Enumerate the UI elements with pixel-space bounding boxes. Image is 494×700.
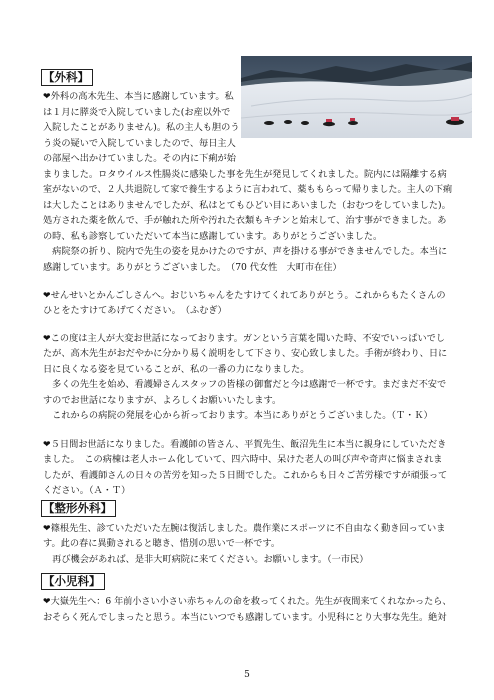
text-line: 病院祭の折り、院内で先生の姿を見かけたのですが、声を掛ける事ができませんでした。本当に (43, 246, 448, 257)
text-line: ください。（Ａ・Ｔ） (43, 485, 131, 496)
text-line: の部屋へ出かけていました。その内に下痢が始 (43, 153, 236, 164)
text-line: したが、看護師さんの日々の苦労を知った５日間でした。これからも日々ご苦労様ですが頑張って (43, 470, 448, 481)
section-heading-seikei: 【整形外科】 (41, 500, 116, 517)
text-line: 入院したことがありません)。私の主人も胆のう (43, 122, 240, 133)
text-line: 室がないので、２人共退院して家で養生するように言われて、薬ももらって帰りました。主人の下痢 (43, 184, 453, 195)
text-line: ❤この度は主人が大変お世話になっております。ガンという言葉を聞いた時、不安でいっぱいでし (43, 333, 446, 344)
snow-field-photo-image (241, 56, 472, 138)
text-line: まりました。ロタウイルス性腸炎に感染した事を先生が発見してくれました。院内には隔離する病 (43, 169, 447, 180)
text-line: すのでお世話になりますが、よろしくお願いいたします。 (43, 395, 282, 406)
text-line: う炎の疑いで入院していましたので、毎日主人 (43, 138, 236, 149)
section-heading-geka: 【外科】 (41, 69, 93, 86)
text-line: の時、私も診察していただいて本当に感謝しています。ありがとうございました。 (43, 231, 383, 242)
text-line: ひとをたすけてあげてください。 （ふむぎ） (43, 305, 227, 316)
text-line: ❤せんせいとかんごしさんへ。おじいちゃんをたすけてくれてありがとう。これからもたくさんの (43, 290, 446, 301)
page-number: 5 (244, 670, 250, 680)
text-line: これからの病院の発展を心から祈っております。本当にありがとうございました。（Ｔ・Ｋ） (43, 410, 433, 421)
text-line: 処方された薬を飲んで、手が触れた所や汚れた衣類もキチンと始末して、治す事ができました。あ (43, 215, 447, 226)
snow-field-photo (241, 56, 472, 138)
text-line: す。此の春に異動されると聴き、惜別の思いで一杯です。 (43, 538, 281, 549)
text-line: おそらく死んでしまったと思う。本当にいつでも感謝しています。小児科にとり大事な先生。絶対 (43, 612, 447, 623)
text-line: ❤５日間お世話になりました。看護師の皆さん、平賀先生、飯沼先生に本当に親身にしていただき (43, 439, 447, 450)
text-line: 感謝しています。ありがとうございました。 （70 代女性 大町市在住） (43, 262, 342, 273)
text-line: ❤大嶽先生へ：6 年前小さい小さい赤ちゃんの命を救ってくれた。先生が夜間来てくれなかったら、 (43, 596, 452, 607)
text-line: は１月に膵炎で入院していました(お産以外で (43, 107, 231, 118)
section-heading-shoni: 【小児科】 (41, 573, 105, 590)
text-line: 日に良くなる姿を見ていることが、私の一番の力になりました。 (43, 364, 310, 375)
text-line: ❤外科の高木先生、本当に感謝しています。私 (43, 91, 234, 102)
text-line: 再び機会があれば、是非大町病院に来てください。お願いします。（一市民） (43, 554, 369, 565)
text-line: たが、高木先生がおだやかに分かり易く説明をして下さり、安心致しました。手術が終わり、日に (43, 348, 448, 359)
text-line: は大したことはありませんでしたが、私はとてもひどい目にあいました（おむつをしていました)。 (43, 200, 451, 211)
text-line: ました。 この病棟は老人ホーム化していて、四六時中、呆けた老人の叫び声や奇声に悩まされま (43, 454, 443, 465)
text-line: ❤篠根先生、診ていただいた左腕は復活しました。農作業にスポーツに不自由なく動き回っていま (43, 523, 446, 534)
text-line: 多くの先生を始め、看護婦さんスタッフの皆様の御奮だと今は感謝で一杯です。まだまだ不安で (43, 379, 447, 390)
